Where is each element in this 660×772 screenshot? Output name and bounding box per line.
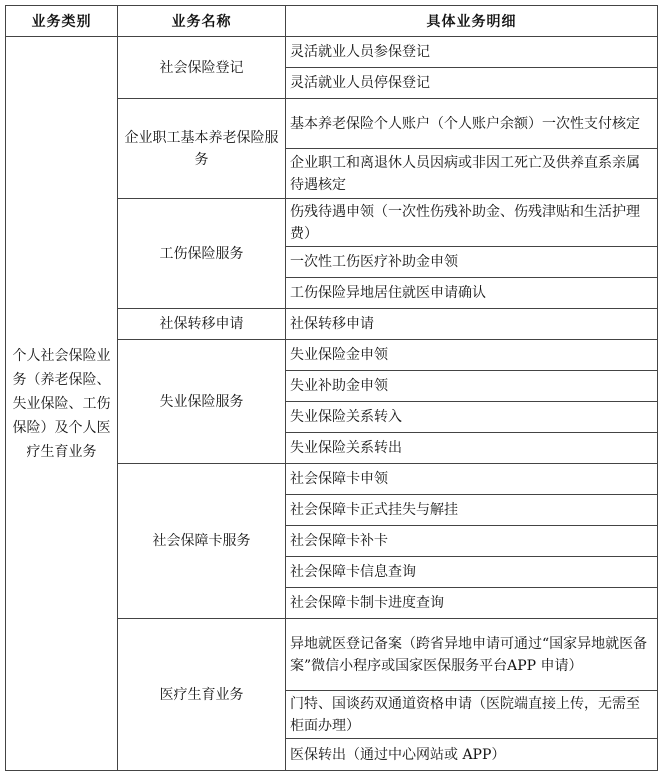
service-name: 失业保险服务 — [118, 340, 286, 464]
detail-cell: 伤残待遇申领（一次性伤残补助金、伤残津贴和生活护理费） — [286, 199, 658, 247]
service-name: 社保转移申请 — [118, 309, 286, 340]
header-service: 业务名称 — [118, 6, 286, 37]
detail-cell: 失业保险关系转入 — [286, 402, 658, 433]
header-row — [6, 6, 658, 37]
detail-cell: 灵活就业人员参保登记 — [286, 37, 658, 68]
detail-cell: 医保转出（通过中心网站或 APP） — [286, 739, 658, 771]
detail-cell: 社会保障卡信息查询 — [286, 557, 658, 588]
detail-cell: 门特、国谈药双通道资格申请（医院端直接上传，无需至柜面办理） — [286, 691, 658, 739]
service-name: 医疗生育业务 — [118, 619, 286, 771]
detail-cell: 社会保障卡正式挂失与解挂 — [286, 495, 658, 526]
detail-cell: 基本养老保险个人账户（个人账户余额）一次性支付核定 — [286, 99, 658, 149]
detail-cell: 异地就医登记备案（跨省异地申请可通过“国家异地就医备案”微信小程序或国家医保服务平台APP 申请） — [286, 619, 658, 691]
detail-cell: 社会保障卡申领 — [286, 464, 658, 495]
detail-cell: 失业补助金申领 — [286, 371, 658, 402]
detail-cell: 社保转移申请 — [286, 309, 658, 340]
table-row — [6, 37, 658, 68]
detail-cell: 工伤保险异地居住就医申请确认 — [286, 278, 658, 309]
service-name: 企业职工基本养老保险服务 — [118, 99, 286, 199]
header-details: 具体业务明细 — [286, 6, 658, 37]
detail-cell: 失业保险金申领 — [286, 340, 658, 371]
detail-cell: 灵活就业人员停保登记 — [286, 68, 658, 99]
category-cell: 个人社会保险业务（养老保险、失业保险、工伤保险）及个人医疗生育业务 — [6, 37, 118, 771]
detail-cell: 企业职工和离退休人员因病或非因工死亡及供养直系亲属待遇核定 — [286, 149, 658, 199]
detail-cell: 一次性工伤医疗补助金申领 — [286, 247, 658, 278]
header-category: 业务类别 — [6, 6, 118, 37]
business-table — [5, 5, 658, 771]
service-name: 工伤保险服务 — [118, 199, 286, 309]
detail-cell: 失业保险关系转出 — [286, 433, 658, 464]
detail-cell: 社会保障卡制卡进度查询 — [286, 588, 658, 619]
detail-cell: 社会保障卡补卡 — [286, 526, 658, 557]
service-name: 社会保障卡服务 — [118, 464, 286, 619]
service-name: 社会保险登记 — [118, 37, 286, 99]
